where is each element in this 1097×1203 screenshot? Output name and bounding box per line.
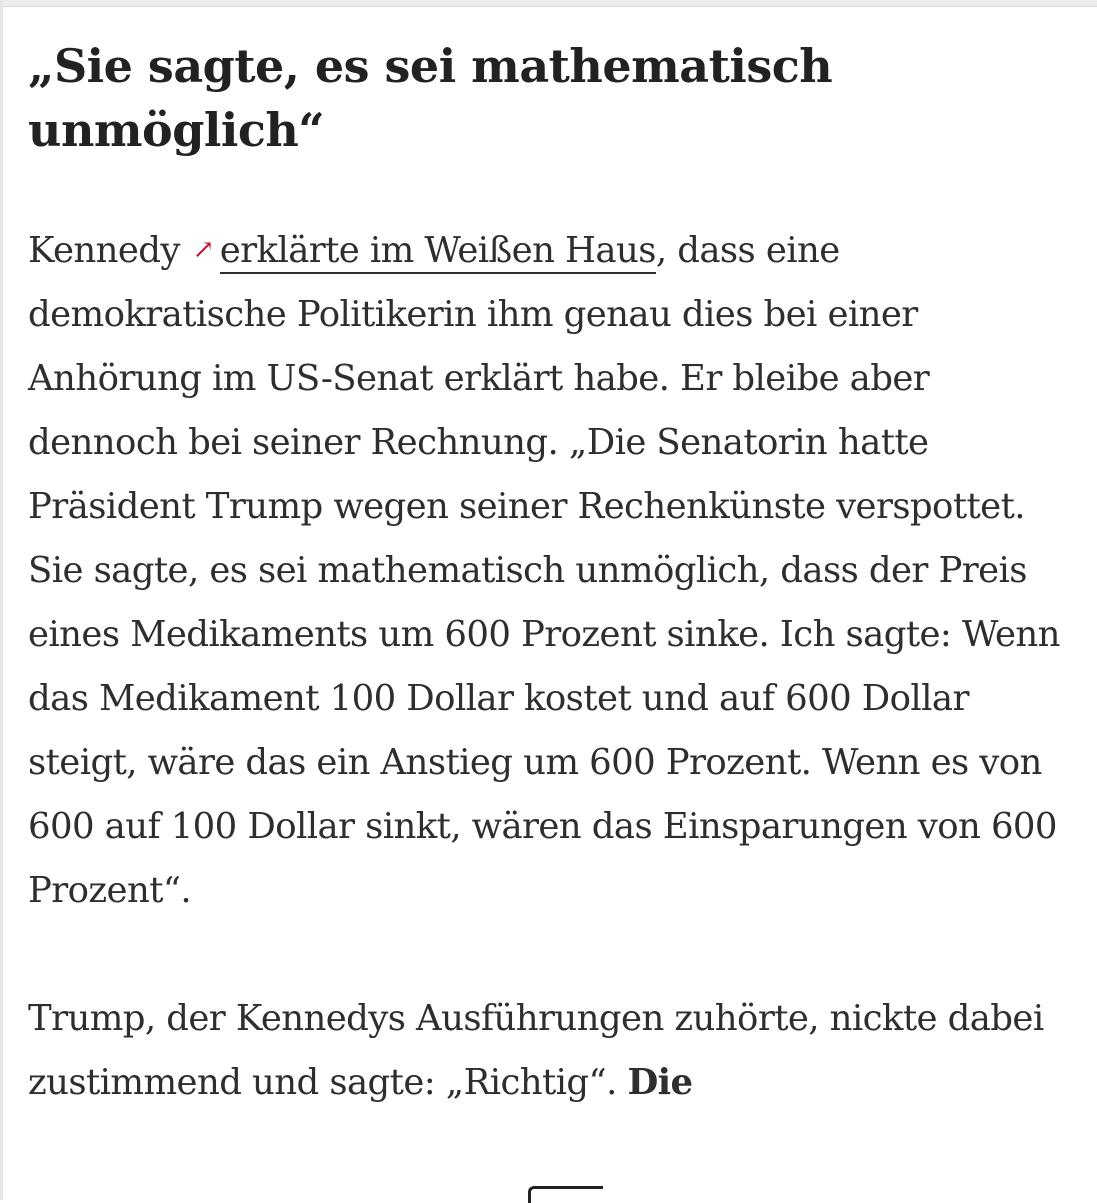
external-link-arrow-icon[interactable]: ↗	[192, 235, 214, 265]
article-paragraph-2	[28, 987, 1088, 1115]
article-paragraph-1	[28, 218, 1088, 923]
top-divider	[0, 0, 1097, 7]
section-headline: „Sie sagte, es sei mathematisch unmöglich“	[28, 39, 833, 157]
paragraph-2-bold-tail: Die	[627, 1062, 693, 1103]
article-body	[28, 218, 1088, 1115]
paragraph-1-lead: Kennedy	[28, 230, 191, 271]
paragraph-2-text: Trump, der Kennedys Ausführungen zuhörte, nickte dabei zustimmend und sagte: „Richtig“.	[28, 998, 1044, 1103]
left-divider	[0, 0, 3, 1200]
pointer-cursor-icon	[528, 1186, 603, 1203]
inline-link-white-house[interactable]: erklärte im Weißen Haus	[220, 230, 656, 274]
paragraph-1-text: , dass eine demokratische Politikerin ihm genau dies bei einer Anhörung im US-Senat erklärt habe. Er bleibe aber dennoch bei seiner Rechnung. „Die Senatorin hatte Präsident Trump wegen seiner Rechenkünste verspottet. Sie sagte, es sei mathematisch unmöglich, dass der Preis eines Medikaments um 600 Prozent sinke. Ich sagte: Wenn das Medikament 100 Dollar kostet und auf 600 Dollar steigt, wäre das ein Anstieg um 600 Prozent. Wenn es von 600 auf 100 Dollar sinkt, wären das Einsparungen von 600 Prozent“.	[28, 230, 1060, 911]
